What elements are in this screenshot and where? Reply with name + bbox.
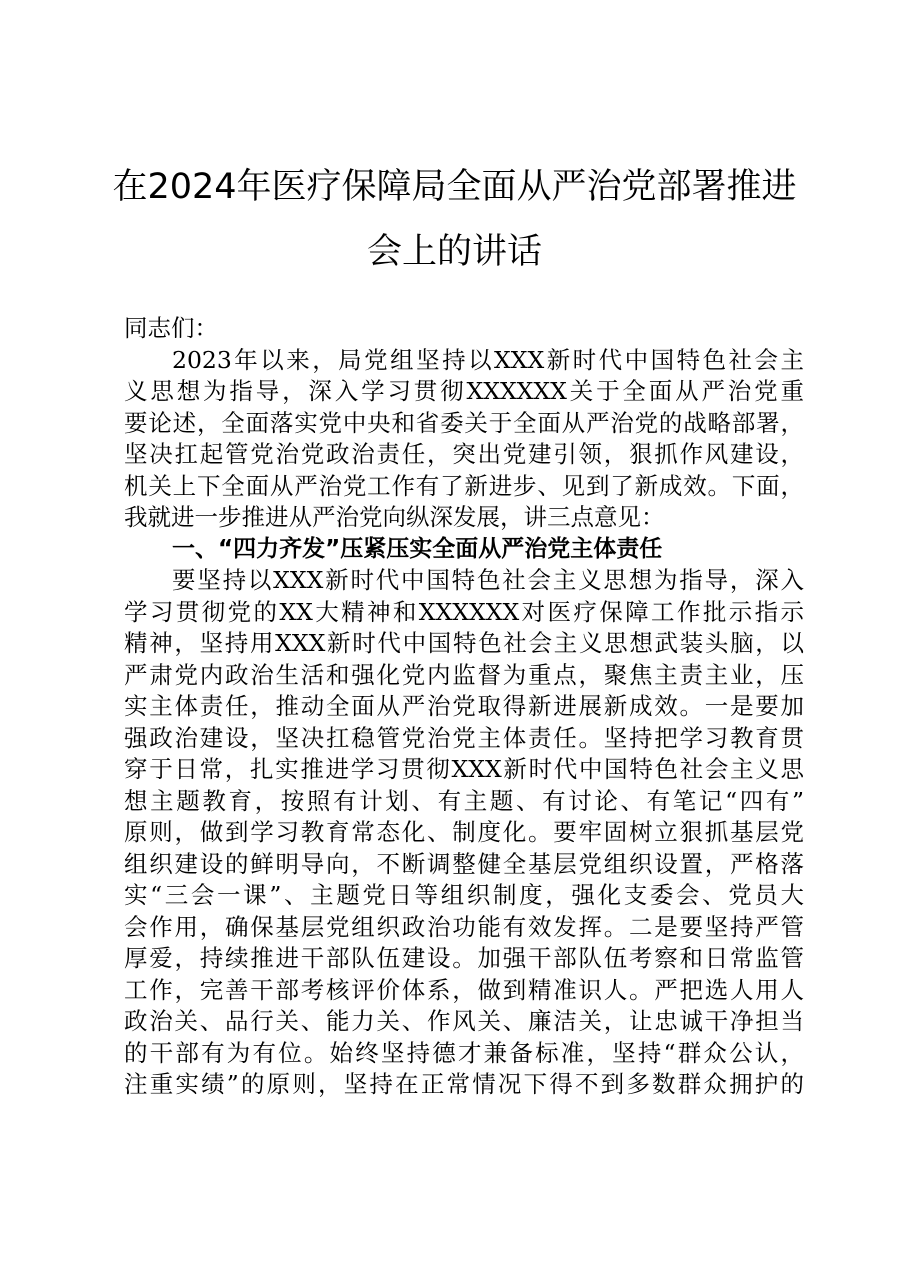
section-heading: 一、“四力齐发”压紧压实全面从严治党主体责任 bbox=[172, 535, 663, 562]
paragraph-line: 实“三会一课”、主题党日等组织制度，强化支委会、党员大 bbox=[124, 881, 804, 909]
document-title-line-1: 在2024年医疗保障局全面从严治党部署推进 bbox=[112, 167, 797, 207]
paragraph-line: 注重实绩”的原则，坚持在正常情况下得不到多数群众拥护的 bbox=[124, 1070, 804, 1098]
paragraph-line: 的干部有为有位。始终坚持德才兼备标准，坚持“群众公认， bbox=[124, 1038, 804, 1067]
document-body bbox=[124, 313, 804, 1101]
paragraph-line: 组织建设的鲜明导向，不断调整健全基层党组织设置，严格落 bbox=[124, 849, 804, 878]
paragraph-line: 学习贯彻党的XX大精神和XXXXXX对医疗保障工作批示指示 bbox=[124, 597, 804, 626]
paragraph-line: 会作用，确保基层党组织政治功能有效发挥。二是要坚持严管 bbox=[124, 912, 804, 941]
paragraph-line: 要坚持以XXX新时代中国特色社会主义思想为指导，深入 bbox=[172, 566, 804, 594]
paragraph-line: 想主题教育，按照有计划、有主题、有讨论、有笔记“四有” bbox=[124, 786, 804, 815]
paragraph-line: 严肃党内政治生活和强化党内监督为重点，聚焦主责主业，压 bbox=[124, 660, 804, 689]
paragraph-line: 工作，完善干部考核评价体系，做到精准识人。严把选人用人 bbox=[124, 975, 804, 1004]
paragraph-line: 实主体责任，推动全面从严治党取得新进展新成效。一是要加 bbox=[124, 692, 804, 720]
paragraph-line: 义思想为指导，深入学习贯彻XXXXXX关于全面从严治党重 bbox=[124, 377, 804, 405]
paragraph-line: 强政治建设，坚决扛稳管党治党主体责任。坚持把学习教育贯 bbox=[124, 723, 804, 752]
paragraph-line: 我就进一步推进从严治党向纵深发展，讲三点意见： bbox=[124, 503, 665, 531]
paragraph-line: 机关上下全面从严治党工作有了新进步、见到了新成效。下面， bbox=[124, 471, 804, 500]
document-title-line-2: 会上的讲话 bbox=[366, 232, 542, 272]
paragraph-line: 穿于日常，扎实推进学习贯彻XXX新时代中国特色社会主义思 bbox=[124, 755, 804, 783]
paragraph-line: 坚决扛起管党治党政治责任，突出党建引领，狠抓作风建设， bbox=[124, 440, 804, 468]
salutation: 同志们： bbox=[124, 314, 218, 342]
paragraph-line: 2023年以来，局党组坚持以XXX新时代中国特色社会主 bbox=[172, 345, 804, 374]
paragraph-line: 厚爱，持续推进干部队伍建设。加强干部队伍考察和日常监管 bbox=[124, 944, 804, 972]
paragraph-line: 要论述，全面落实党中央和省委关于全面从严治党的战略部署， bbox=[124, 408, 804, 437]
paragraph-line: 精神，坚持用XXX新时代中国特色社会主义思想武装头脑，以 bbox=[124, 629, 804, 657]
paragraph-line: 政治关、品行关、能力关、作风关、廉洁关，让忠诚干净担当 bbox=[124, 1007, 804, 1035]
paragraph-line: 原则，做到学习教育常态化、制度化。要牢固树立狠抓基层党 bbox=[124, 818, 804, 846]
